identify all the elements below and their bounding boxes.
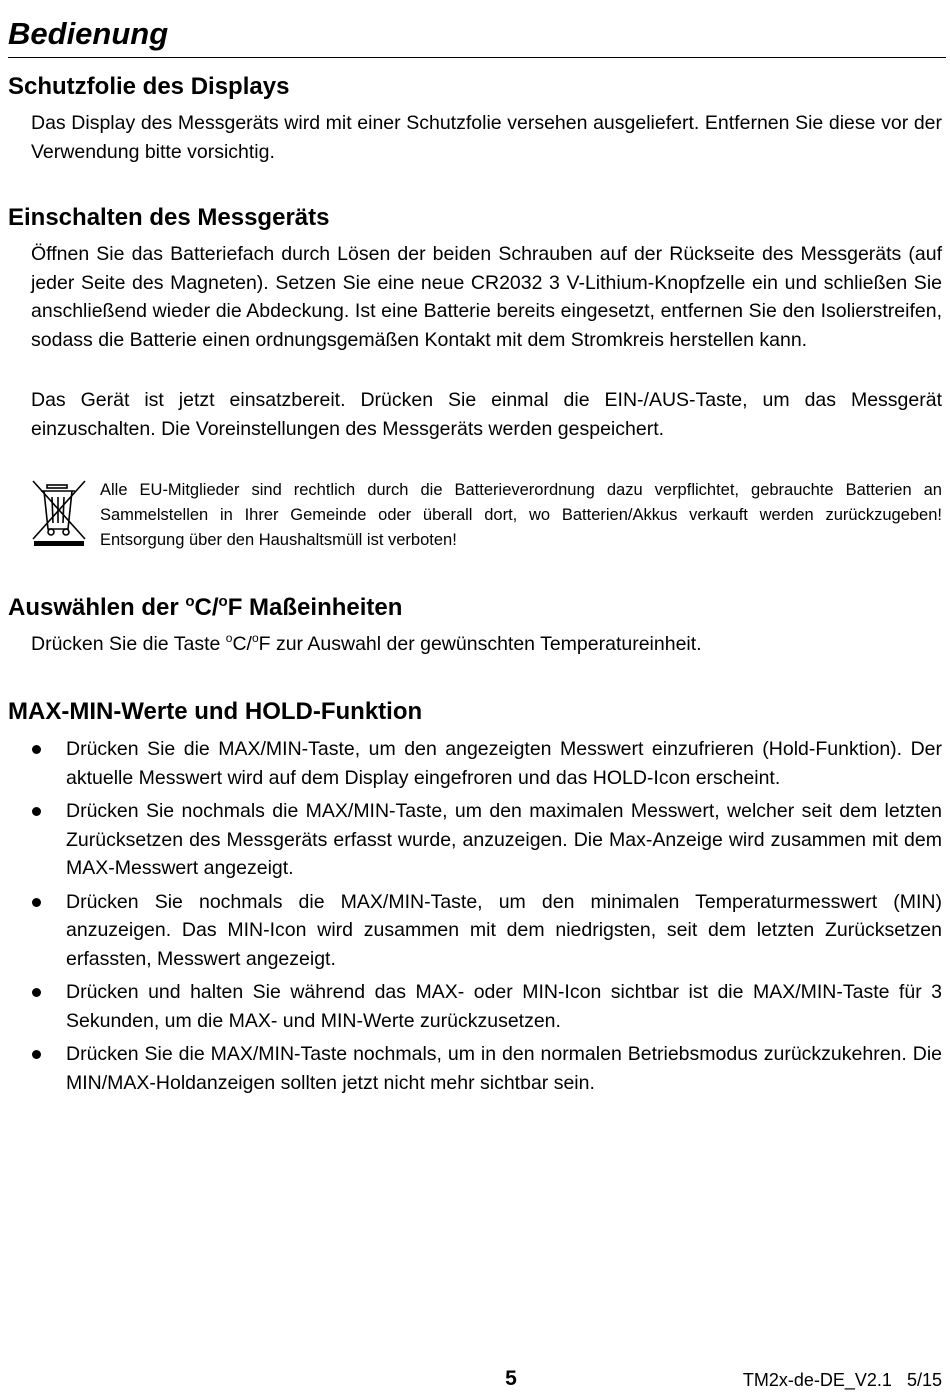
paragraph-einheiten	[31, 630, 942, 659]
battery-disposal-notice: Alle EU-Mitglieder sind rechtlich durch die Batterieverordnung dazu verpflichtet, gebrauchte Batterien an Sammelstellen in Ihrer Gemeinde oder überall dort, wo Batterien/Akkus verkauft werden zurückzugeben! Entsorgung über den Haushaltsmüll ist verboten!	[100, 481, 942, 549]
list-item-text: Drücken Sie nochmals die MAX/MIN-Taste, um den minimalen Temperaturmesswert (MIN) anzuzeigen. Das MIN-Icon wird zusammen mit dem niedrigsten, seit dem letzten Zurücksetzen erfassten, Messwert angezeigt.	[66, 890, 942, 970]
paragraph-einschalten-bereit: Das Gerät ist jetzt einsatzbereit. Drücken Sie einmal die EIN-/AUS-Taste, um das Messgerät einzuschalten. Die Voreinstellungen des Messgeräts werden gespeichert.	[31, 389, 942, 440]
page-title: Bedienung	[8, 16, 169, 51]
list-item	[0, 888, 942, 974]
heading-einheiten-pre: Auswählen der	[8, 594, 186, 621]
degree-sign: o	[225, 631, 233, 645]
list-item-text: Drücken Sie die MAX/MIN-Taste, um den angezeigten Messwert einzufrieren (Hold-Funktion). Der aktuelle Messwert wird auf dem Display eingefroren und das HOLD-Icon erscheint.	[66, 738, 942, 789]
paragraph-unit-c: C/	[232, 633, 252, 655]
maxmin-bullet-list	[0, 735, 942, 1102]
title-divider	[8, 57, 946, 58]
list-item	[0, 978, 942, 1035]
list-item-text: Drücken Sie nochmals die MAX/MIN-Taste, um den maximalen Messwert, welcher seit dem letzten Zurücksetzen des Messgeräts erfasst wurde, anzuzeigen. Die Max-Anzeige wird zusammen mit dem MAX-Messwert angezeigt.	[66, 800, 942, 879]
bullet-dot-icon	[32, 988, 41, 997]
document-version: TM2x-de-DE_V2.1	[742, 1370, 892, 1390]
page-number: 5	[505, 1367, 517, 1390]
bullet-dot-icon	[32, 807, 41, 816]
list-item	[0, 735, 942, 792]
bullet-dot-icon	[32, 1050, 41, 1059]
heading-einheiten	[8, 592, 402, 624]
paragraph-schutzfolie: Das Display des Messgeräts wird mit einer Schutzfolie versehen ausgeliefert. Entfernen Sie diese vor der Verwendung bitte vorsichtig.	[31, 112, 942, 163]
page-of-total: 5/15	[906, 1370, 942, 1390]
paragraph-einheiten-pre: Drücken Sie die Taste	[31, 633, 226, 655]
heading-maxmin: MAX-MIN-Werte und HOLD-Funktion	[8, 698, 423, 725]
heading-unit-c: C/	[194, 594, 219, 621]
heading-unit-f: F Maßeinheiten	[227, 594, 403, 621]
degree-sign: o	[251, 631, 259, 645]
crossed-out-wheelie-bin-icon	[30, 479, 88, 547]
list-item-text: Drücken Sie die MAX/MIN-Taste nochmals, um in den normalen Betriebsmodus zurückzukehren. Die MIN/MAX-Holdanzeigen sollten jetzt nicht mehr sichtbar sein.	[66, 1043, 942, 1094]
paragraph-einschalten-batterie: Öffnen Sie das Batteriefach durch Lösen der beiden Schrauben auf der Rückseite des Messgeräts (auf jeder Seite des Magneten). Setzen Sie eine neue CR2032 3 V-Lithium-Knopfzelle ein und schließen Sie anschließend wieder die Abdeckung. Ist eine Batterie bereits eingesetzt, entfernen Sie den Isolierstreifen, sodass die Batterie einen ordnungsgemäßen Kontakt mit dem Stromkreis herstellen kann.	[31, 243, 942, 351]
degree-sign: o	[218, 593, 228, 610]
bullet-dot-icon	[32, 745, 41, 754]
paragraph-einheiten-post: F zur Auswahl der gewünschten Temperatureinheit.	[258, 633, 702, 655]
list-item-text: Drücken und halten Sie während das MAX- oder MIN-Icon sichtbar ist die MAX/MIN-Taste für 3 Sekunden, um die MAX- und MIN-Werte zurückzusetzen.	[66, 981, 942, 1032]
bullet-dot-icon	[32, 898, 41, 907]
list-item	[0, 797, 942, 883]
list-item	[0, 1040, 942, 1097]
heading-schutzfolie: Schutzfolie des Displays	[8, 73, 290, 100]
document-id	[743, 1367, 942, 1393]
heading-einschalten: Einschalten des Messgeräts	[8, 204, 330, 231]
degree-sign: o	[185, 593, 195, 610]
